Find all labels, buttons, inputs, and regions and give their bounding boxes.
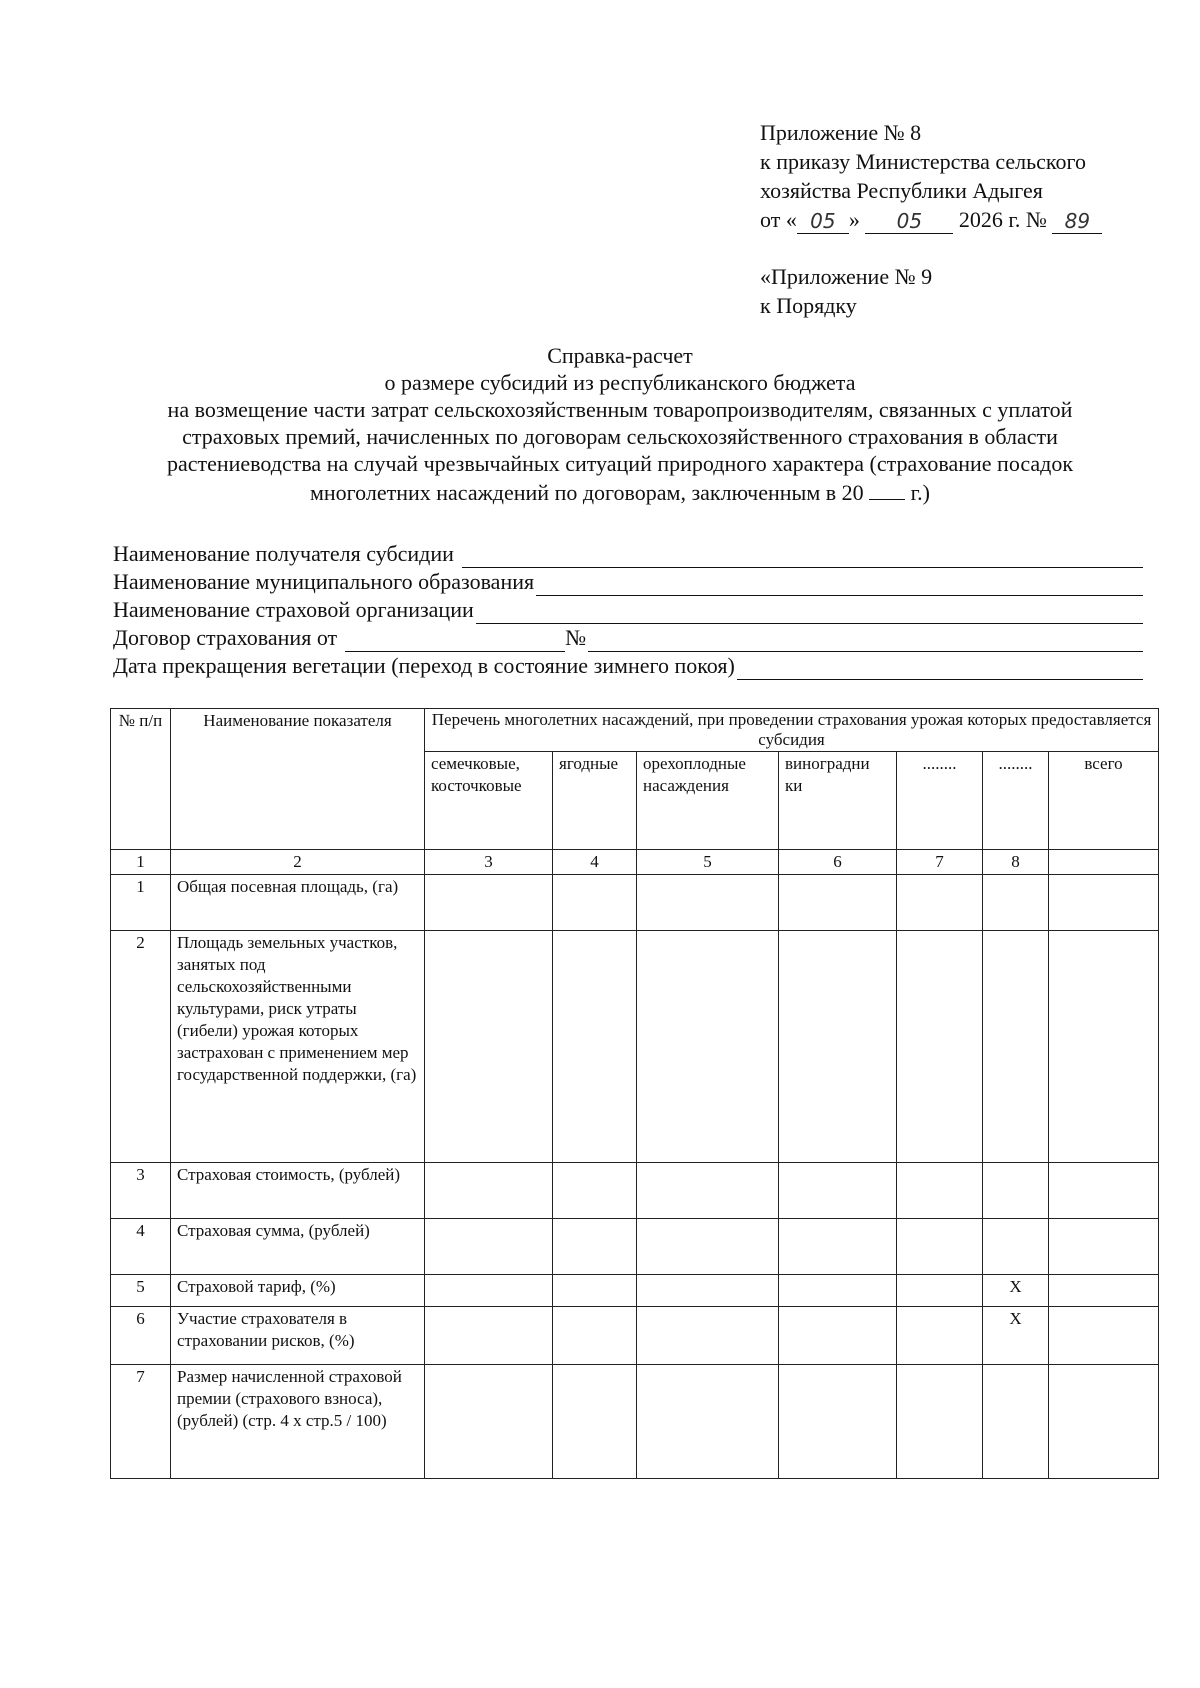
table-row (111, 1365, 1159, 1479)
header-no: № п/п (111, 709, 171, 850)
handwritten-number: 89 (1052, 207, 1102, 234)
row-name: Общая посевная площадь, (га) (171, 875, 425, 931)
colnum: 8 (983, 850, 1049, 875)
order-date-line (760, 205, 1102, 234)
subheader-nut: орехоплодные насаждения (637, 752, 779, 850)
table-row (111, 875, 1159, 931)
subheader-berry: ягодные (553, 752, 637, 850)
contract-label: Договор страхования от (113, 625, 338, 650)
colnum: 2 (171, 850, 425, 875)
column-number-row (111, 850, 1159, 875)
row-no: 2 (111, 931, 171, 1163)
ministry-name: хозяйства Республики Адыгея (760, 178, 1043, 203)
colnum: 3 (425, 850, 553, 875)
subheader-vineyard: виноградни ки (779, 752, 897, 850)
date-prefix: от « (760, 207, 797, 232)
order-ref: к приказу Министерства сельского (760, 149, 1086, 174)
title-line-6-end: г.) (910, 480, 931, 505)
subheader-total: всего (1049, 752, 1159, 850)
subheader-dots-1: ........ (897, 752, 983, 850)
row-name: Площадь земельных участков, занятых под сельскохозяйственными культурами, риск утраты (гибели) урожая которых застрахован с применением мер государственной поддержки, (га) (171, 931, 425, 1163)
table-row (111, 1275, 1159, 1307)
table-row (111, 931, 1159, 1163)
title-line-5: растениеводства на случай чрезвычайных ситуаций природного характера (страхование посадок (166, 451, 1074, 476)
contract-number-sign: № (565, 625, 587, 650)
appendix-9-number: «Приложение № 9 (760, 264, 933, 289)
contract-field (113, 624, 1143, 652)
row-name: Страховой тариф, (%) (171, 1275, 425, 1307)
row-no: 6 (111, 1307, 171, 1365)
row-x-mark (983, 875, 1049, 931)
handwritten-month: 05 (865, 207, 953, 234)
year-text: 2026 г. № (958, 207, 1047, 232)
row-name: Участие страхователя в страховании рисков, (%) (171, 1307, 425, 1365)
title-line-2: о размере субсидий из республиканского бюджета (384, 370, 856, 395)
subsidy-table (110, 708, 1159, 1479)
title-line-4: страховых премий, начисленных по договорам сельскохозяйственного страхования в области (182, 424, 1058, 449)
contract-number-blank (588, 629, 1143, 652)
year-blank (869, 477, 905, 500)
row-no: 4 (111, 1219, 171, 1275)
row-x-mark: Х (983, 1307, 1049, 1365)
colnum: 5 (637, 850, 779, 875)
recipient-field (113, 540, 1143, 568)
vegetation-blank (737, 657, 1143, 680)
title-line-6 (110, 477, 1130, 506)
colnum: 7 (897, 850, 983, 875)
municipality-blank (536, 573, 1143, 596)
header-plantings-group: Перечень многолетних насаждений, при проведении страхования урожая которых предоставляется субсидия (425, 709, 1159, 752)
document-title (110, 342, 1130, 506)
row-no: 7 (111, 1365, 171, 1479)
row-name: Размер начисленной страховой премии (страхового взноса), (рублей) (стр. 4 х стр.5 / 100) (171, 1365, 425, 1479)
row-no: 3 (111, 1163, 171, 1219)
subheader-pome: семечковые, косточковые (425, 752, 553, 850)
header-indicator: Наименование показателя (171, 709, 425, 850)
title-line-3: на возмещение части затрат сельскохозяйственным товаропроизводителям, связанных с уплатой (167, 397, 1073, 422)
municipality-field (113, 568, 1143, 596)
row-name: Страховая сумма, (рублей) (171, 1219, 425, 1275)
date-mid: » (848, 207, 860, 232)
subheader-dots-2: ........ (983, 752, 1049, 850)
colnum: 4 (553, 850, 637, 875)
colnum (1049, 850, 1159, 875)
row-x-mark: Х (983, 1275, 1049, 1307)
row-x-mark (983, 931, 1049, 1163)
contract-date-blank (345, 629, 565, 652)
table-row (111, 1163, 1159, 1219)
title-line-6-text: многолетних насаждений по договорам, заключенным в 20 (309, 480, 864, 505)
insurer-blank (476, 601, 1143, 624)
table-header-row (111, 709, 1159, 752)
appendix-number: Приложение № 8 (760, 120, 922, 145)
row-x-mark (983, 1163, 1049, 1219)
row-no: 5 (111, 1275, 171, 1307)
appendix-header (760, 118, 1102, 234)
municipality-label: Наименование муниципального образования (113, 569, 535, 594)
vegetation-label: Дата прекращения вегетации (переход в состояние зимнего покоя) (113, 653, 735, 678)
table-row (111, 1307, 1159, 1365)
row-x-mark (983, 1219, 1049, 1275)
recipient-label: Наименование получателя субсидии (113, 541, 454, 566)
recipient-blank (462, 545, 1143, 568)
row-no: 1 (111, 875, 171, 931)
procedure-ref: к Порядку (760, 293, 857, 318)
insurer-field (113, 596, 1143, 624)
colnum: 1 (111, 850, 171, 875)
title-line-1: Справка-расчет (547, 343, 693, 368)
row-name: Страховая стоимость, (рублей) (171, 1163, 425, 1219)
form-fields (113, 540, 1143, 680)
vegetation-field (113, 652, 1143, 680)
appendix-9-header (760, 262, 932, 320)
row-x-mark (983, 1365, 1049, 1479)
handwritten-day: 05 (797, 207, 849, 234)
table-row (111, 1219, 1159, 1275)
insurer-label: Наименование страховой организации (113, 597, 474, 622)
colnum: 6 (779, 850, 897, 875)
